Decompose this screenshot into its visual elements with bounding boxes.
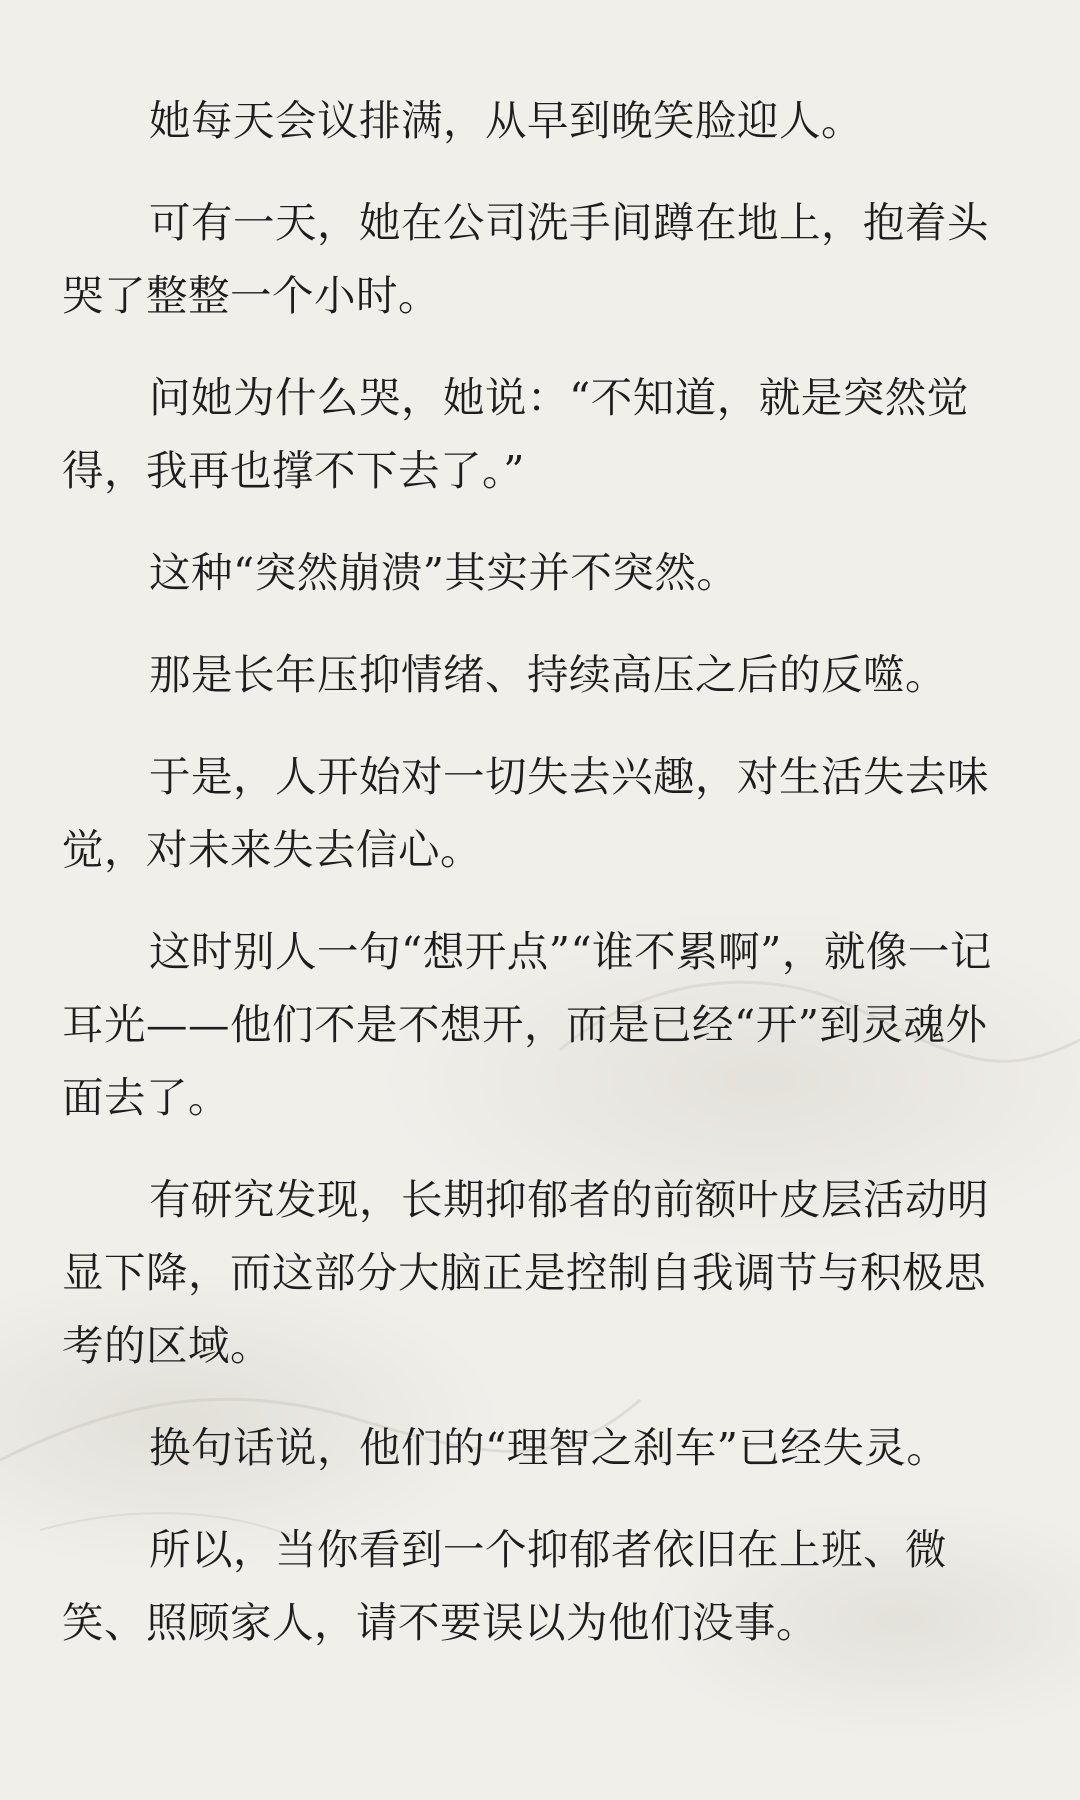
paragraph [62, 361, 1020, 507]
article-body [62, 84, 1020, 1688]
paragraph [62, 1411, 1020, 1484]
paragraph-line: 哭了整整一个小时。 [62, 271, 441, 320]
paragraph [62, 84, 1020, 157]
paragraph-line: 得，我再也撑不下去了。” [62, 446, 525, 495]
paragraph [62, 740, 1020, 886]
paragraph [62, 1513, 1020, 1659]
paragraph-line: 所以，当你看到一个抑郁者依旧在上班、微 [149, 1525, 948, 1574]
paragraph-line: 有研究发现，长期抑郁者的前额叶皮层活动明 [149, 1175, 990, 1224]
paragraph-line: 她每天会议排满，从早到晚笑脸迎人。 [149, 96, 864, 145]
paragraph-line: 换句话说，他们的“理智之刹车”已经失灵。 [149, 1423, 949, 1472]
paragraph [62, 1163, 1020, 1382]
paragraph-line: 问她为什么哭，她说：“不知道，就是突然觉 [149, 373, 969, 422]
paragraph [62, 915, 1020, 1134]
paragraph [62, 638, 1020, 711]
paragraph-line: 考的区域。 [62, 1321, 273, 1370]
paragraph-line: 显下降，而这部分大脑正是控制自我调节与积极思 [62, 1248, 987, 1297]
paragraph-line: 面去了。 [62, 1073, 231, 1122]
paragraph-line: 于是，人开始对一切失去兴趣，对生活失去味 [149, 752, 990, 801]
paragraph [62, 186, 1020, 332]
paragraph [62, 536, 1020, 609]
paragraph-line: 觉，对未来失去信心。 [62, 825, 483, 874]
paragraph-line: 这种“突然崩溃”其实并不突然。 [149, 548, 739, 597]
paragraph-line: 笑、照顾家人，请不要误以为他们没事。 [62, 1598, 819, 1647]
paragraph-line: 耳光——他们不是不想开，而是已经“开”到灵魂外 [62, 1000, 988, 1049]
paragraph-line: 那是长年压抑情绪、持续高压之后的反噬。 [149, 650, 948, 699]
paragraph-line: 这时别人一句“想开点”“谁不累啊”，就像一记 [149, 927, 992, 976]
paragraph-line: 可有一天，她在公司洗手间蹲在地上，抱着头 [149, 198, 990, 247]
